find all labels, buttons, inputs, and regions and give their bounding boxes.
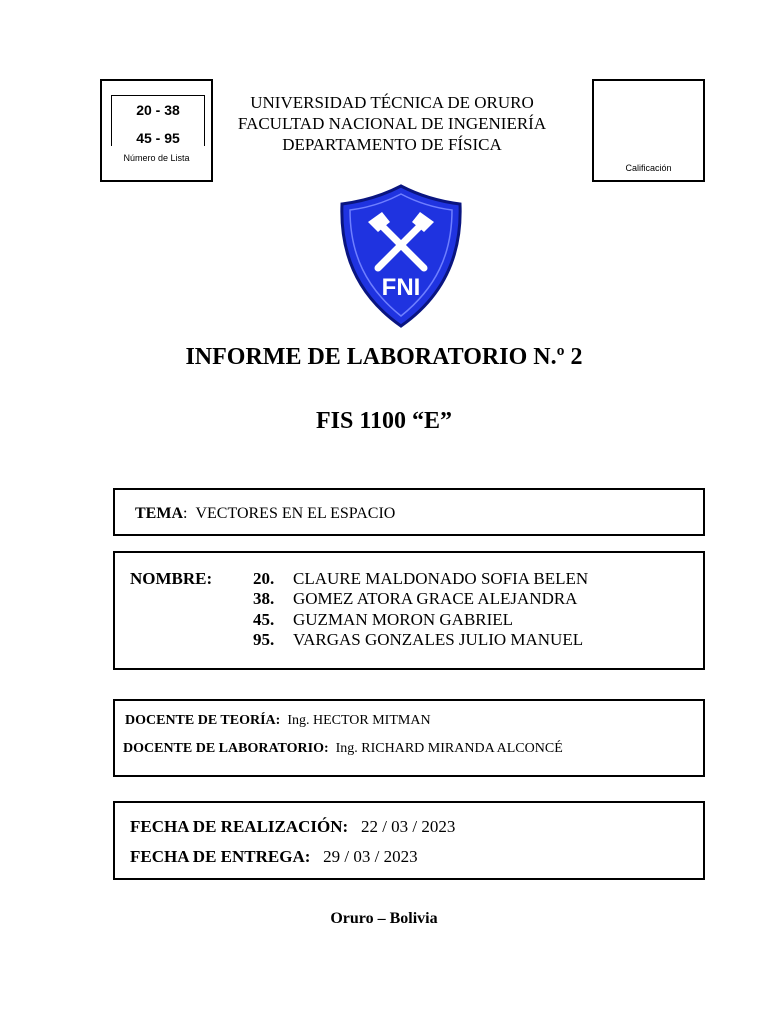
instructors-box <box>113 699 705 777</box>
topic-box <box>113 488 705 536</box>
student-row <box>253 589 577 609</box>
fni-logo <box>338 184 464 328</box>
grade-label: Calificación <box>625 163 672 173</box>
theory-instructor-name: Ing. HECTOR MITMAN <box>287 713 431 728</box>
lab-instructor-name: Ing. RICHARD MIRANDA ALCONCÉ <box>335 741 563 756</box>
report-title: INFORME DE LABORATORIO N.º 2 <box>185 344 583 370</box>
delivery-date-row <box>130 847 418 867</box>
student-row <box>253 630 583 650</box>
students-box <box>113 551 705 670</box>
realization-date-value: 22 / 03 / 2023 <box>360 817 456 836</box>
crossed-hammers-shield-icon <box>338 184 464 328</box>
list-number-box <box>100 79 213 182</box>
logo-text: FNI <box>381 274 421 301</box>
department-name: DEPARTAMENTO DE FÍSICA <box>282 135 502 154</box>
theory-instructor-row <box>125 713 431 729</box>
student-row <box>253 610 513 630</box>
student-name: CLAURE MALDONADO SOFIA BELEN <box>293 569 589 588</box>
student-number: 95. <box>253 630 275 649</box>
topic-line: TEMA: VECTORES EN EL ESPACIO <box>135 505 396 522</box>
realization-date-label: FECHA DE REALIZACIÓN: <box>130 817 349 836</box>
student-number: 38. <box>253 589 275 608</box>
student-number: 45. <box>253 610 275 629</box>
university-name: UNIVERSIDAD TÉCNICA DE ORURO <box>250 93 534 112</box>
faculty-name: FACULTAD NACIONAL DE INGENIERÍA <box>237 114 547 133</box>
grade-box <box>592 79 705 182</box>
delivery-date-label: FECHA DE ENTREGA: <box>130 847 311 866</box>
topic-label: TEMA <box>135 505 183 522</box>
lab-instructor-label: DOCENTE DE LABORATORIO: <box>123 741 329 756</box>
list-numbers-line-1: 20 - 38 <box>136 102 180 118</box>
course-code: FIS 1100 “E” <box>315 408 453 434</box>
list-numbers-line-2: 45 - 95 <box>136 130 180 146</box>
list-number-label: Número de Lista <box>123 153 190 163</box>
student-number: 20. <box>253 569 275 588</box>
topic-value: VECTORES EN EL ESPACIO <box>195 505 396 522</box>
student-row <box>253 569 588 589</box>
location-footer: Oruro – Bolivia <box>330 910 438 927</box>
lab-instructor-row <box>123 741 563 757</box>
delivery-date-value: 29 / 03 / 2023 <box>323 847 418 866</box>
theory-instructor-label: DOCENTE DE TEORÍA: <box>125 713 281 728</box>
student-name: VARGAS GONZALES JULIO MANUEL <box>293 630 584 649</box>
realization-date-row <box>130 817 455 837</box>
student-name: GUZMAN MORON GABRIEL <box>293 610 514 629</box>
student-name: GOMEZ ATORA GRACE ALEJANDRA <box>293 589 578 608</box>
students-label: NOMBRE: <box>130 569 213 588</box>
list-number-frame <box>111 95 205 146</box>
dates-box <box>113 801 705 880</box>
institution-header <box>200 92 584 155</box>
